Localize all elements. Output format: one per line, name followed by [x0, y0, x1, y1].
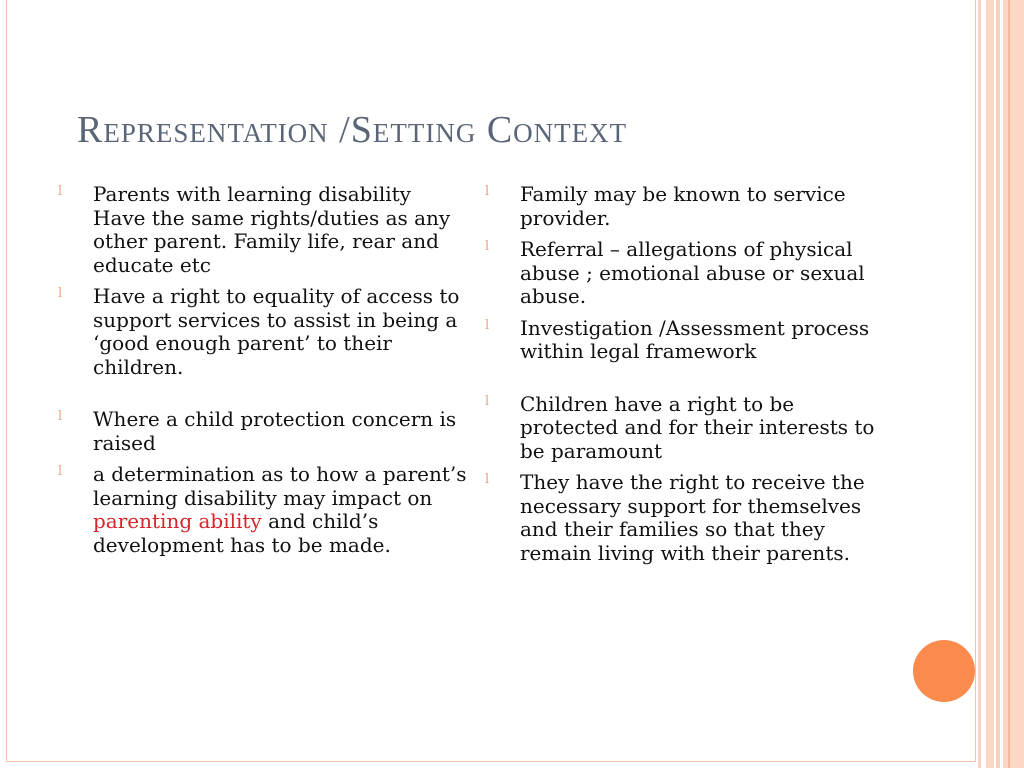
bullet-text: Investigation /Assessment process within legal framework [520, 315, 870, 363]
left-bullet-list [58, 183, 468, 557]
bullet-icon: l [485, 472, 490, 487]
list-item [485, 471, 885, 565]
list-item [485, 393, 885, 464]
list-item [485, 317, 885, 364]
bullet-text: They have the right to receive the necessary support for themselves and their families so that they remain living with their parents. [520, 470, 865, 565]
bullet-icon: l [485, 239, 490, 254]
bullet-text: Children have a right to be protected and for their interests to be paramount [520, 391, 875, 463]
bullet-text: Family may be known to service provider. [520, 182, 846, 230]
bullet-text: Where a child protection concern is raised [93, 407, 457, 455]
bullet-text: Have a right to equality of access to support services to assist in being a ‘good enough parent’ to their children. [93, 284, 460, 379]
bullet-icon: l [58, 286, 63, 301]
slide-title: Representation /Setting Context [77, 109, 628, 151]
bullet-icon: l [485, 184, 490, 199]
list-item [58, 408, 468, 455]
bullet-text: Parents with learning disability Have the same rights/duties as any other parent. Family life, rear and educate etc [93, 182, 451, 277]
decorative-stripes [976, 0, 1024, 768]
bullet-icon: l [58, 409, 63, 424]
bullet-text: Referral – allegations of physical abuse ; emotional abuse or sexual abuse. [520, 237, 865, 308]
accent-circle [913, 640, 975, 702]
bullet-icon: l [58, 464, 63, 479]
bullet-icon: l [58, 184, 63, 199]
bullet-text [93, 462, 467, 557]
bullet-icon: l [485, 317, 490, 333]
bullet-text-before: a determination as to how a parent’s learning disability may impact on [93, 462, 467, 510]
right-bullet-list [485, 183, 885, 565]
bullet-icon: l [485, 393, 490, 409]
list-item [58, 463, 468, 557]
bullet-text-after: and child’s development has to be made. [93, 509, 391, 557]
list-item [58, 183, 468, 277]
list-item [485, 183, 885, 230]
list-item [58, 285, 468, 379]
list-item [485, 238, 885, 309]
highlighted-phrase: parenting ability [93, 509, 262, 533]
